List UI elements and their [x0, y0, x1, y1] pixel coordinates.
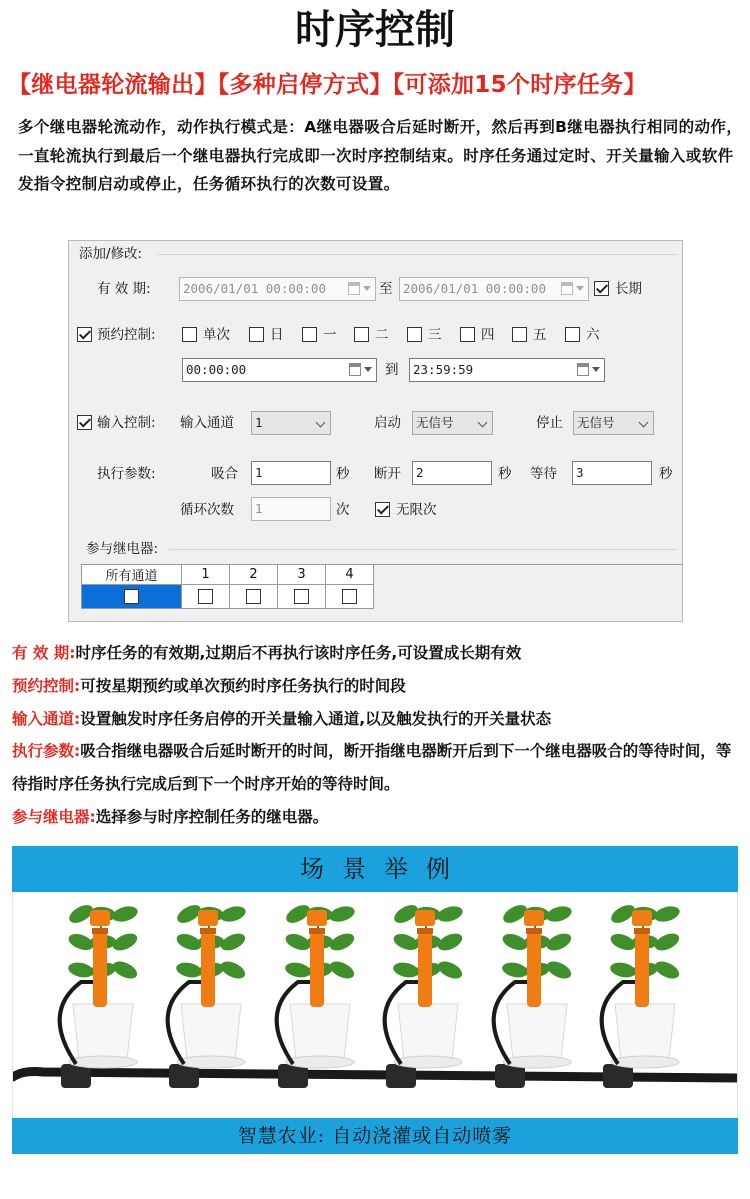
input-stop-label: 停止: [536, 415, 563, 431]
day-checkbox-once[interactable]: [182, 327, 197, 342]
flower-pot: [73, 1004, 133, 1060]
pot-saucer: [611, 1056, 679, 1068]
wait-time-label: 等待: [530, 466, 557, 482]
day-checkbox-mon[interactable]: [302, 327, 317, 342]
plant-leaf: [327, 958, 357, 982]
validity-start-value: 2006/01/01 00:00:00: [183, 281, 326, 296]
sprinkler-head: [524, 910, 544, 926]
schedule-end-time-field[interactable]: [409, 358, 605, 382]
calendar-dropdown-icon[interactable]: [347, 280, 373, 298]
day-label-sat: 六: [586, 327, 600, 343]
day-checkbox-tue[interactable]: [354, 327, 369, 342]
sprinkler-collar: [417, 928, 433, 934]
plant-leaf: [110, 930, 139, 954]
channel-cell-2[interactable]: [230, 585, 278, 609]
plant-leaf: [435, 958, 465, 982]
pot-saucer: [69, 1056, 137, 1068]
channel-header-2: 2: [230, 565, 278, 585]
exec-params-label: 执行参数:: [97, 466, 156, 482]
plant-leaf: [110, 958, 140, 982]
input-start-select[interactable]: [412, 411, 493, 435]
sprinkler-stake: [201, 932, 215, 1007]
input-channel-value: 1: [255, 415, 263, 430]
channel-checkbox-3[interactable]: [294, 589, 309, 604]
chevron-down-icon: [478, 418, 488, 428]
input-start-value: 无信号: [416, 415, 454, 430]
plant-leaf: [219, 904, 248, 925]
plant-leaf: [545, 904, 574, 925]
table-edge: [369, 564, 683, 565]
long-term-checkbox[interactable]: [594, 281, 609, 296]
wait-time-unit: 秒: [659, 466, 673, 482]
day-label-fri: 五: [533, 327, 547, 343]
explanation-term: 预约控制:: [12, 676, 81, 695]
channel-header-1: 1: [182, 565, 230, 585]
long-term-label: 长期: [615, 281, 642, 297]
plant-leaf: [544, 930, 573, 954]
wait-time-input[interactable]: [572, 461, 652, 485]
on-time-unit: 秒: [336, 466, 350, 482]
sprinkler-collar: [200, 928, 216, 934]
plant-leaf: [218, 958, 248, 982]
calendar-dropdown-icon[interactable]: [560, 280, 586, 298]
schedule-label: 预约控制:: [97, 327, 156, 343]
schedule-start-time-field[interactable]: [182, 358, 377, 382]
chevron-down-icon: [316, 418, 326, 428]
day-checkbox-wed[interactable]: [407, 327, 422, 342]
irrigation-illustration: [13, 892, 738, 1118]
channel-header-4: 4: [326, 565, 374, 585]
explanation-item: [12, 703, 742, 736]
off-time-value: 2: [416, 465, 424, 480]
group-divider: [169, 549, 677, 550]
validity-end-value: 2006/01/01 00:00:00: [403, 281, 546, 296]
sprinkler-head: [415, 910, 435, 926]
day-label-thu: 四: [481, 327, 495, 343]
explanation-text: 选择参与时序控制任务的继电器。: [95, 807, 329, 826]
input-stop-select[interactable]: [573, 411, 654, 435]
loop-count-unit: 次: [336, 502, 350, 518]
infinite-loop-label: 无限次: [396, 502, 437, 518]
input-channel-select[interactable]: [251, 411, 331, 435]
calendar-dropdown-icon[interactable]: [576, 361, 602, 379]
day-checkbox-fri[interactable]: [512, 327, 527, 342]
all-channels-checkbox[interactable]: [124, 589, 139, 604]
sprinkler-head: [90, 910, 110, 926]
pot-saucer: [177, 1056, 245, 1068]
loop-count-label: 循环次数: [180, 502, 234, 518]
day-checkbox-sun[interactable]: [249, 327, 264, 342]
validity-label: 有 效 期:: [97, 281, 151, 297]
sprinkler-head: [632, 910, 652, 926]
day-checkbox-thu[interactable]: [460, 327, 475, 342]
explanation-text: 可按星期预约或单次预约时序任务执行的时间段: [80, 676, 406, 695]
plant-leaf: [435, 930, 464, 954]
irrigation-scene-image: [12, 892, 738, 1118]
day-label-tue: 二: [375, 327, 389, 343]
sprinkler-stake: [635, 932, 649, 1007]
flower-pot: [398, 1004, 458, 1060]
validity-to-label: 至: [379, 281, 393, 297]
schedule-checkbox[interactable]: [77, 327, 92, 342]
off-time-label: 断开: [374, 466, 401, 482]
sprinkler-head: [198, 910, 218, 926]
input-start-label: 启动: [374, 415, 401, 431]
calendar-dropdown-icon[interactable]: [348, 361, 374, 379]
schedule-start-time-value: 00:00:00: [186, 362, 247, 377]
plant-leaf: [218, 930, 247, 954]
explanation-term: 参与继电器:: [12, 807, 96, 826]
flower-pot: [615, 1004, 675, 1060]
feature-highlights: 【继电器轮流输出】【多种启停方式】【可添加15个时序任务】: [8, 72, 647, 98]
explanation-term: 执行参数:: [12, 742, 81, 761]
input-channel-label: 输入通道: [180, 415, 234, 431]
relay-selection-table: [81, 564, 374, 609]
channel-cell-1[interactable]: [182, 585, 230, 609]
day-label-once: 单次: [203, 327, 230, 343]
channel-checkbox-2[interactable]: [246, 589, 261, 604]
plant-leaf: [652, 958, 682, 982]
sprinkler-collar: [526, 928, 542, 934]
explanation-item: [12, 801, 742, 834]
input-stop-value: 无信号: [577, 415, 615, 430]
validity-start-field[interactable]: [179, 277, 376, 301]
day-checkbox-sat[interactable]: [565, 327, 580, 342]
page-title: 时序控制: [295, 7, 455, 53]
channel-checkbox-4[interactable]: [342, 589, 357, 604]
explanation-text: 吸合指继电器吸合后延时断开的时间，断开指继电器断开后到下一个继电器吸合的等待时间，等待指时序任务执行完成后到下一个时序开始的等待时间。: [12, 742, 732, 794]
loop-count-value: 1: [255, 501, 263, 516]
plant-leaf: [652, 930, 681, 954]
day-label-sun: 日: [270, 327, 284, 343]
explanation-term: 输入通道:: [12, 709, 81, 728]
explanation-item: [12, 670, 742, 703]
sprinkler-collar: [634, 928, 650, 934]
infinite-loop-checkbox[interactable]: [375, 502, 390, 517]
pot-saucer: [286, 1056, 354, 1068]
schedule-to-label: 到: [385, 362, 399, 378]
field-explanations: [12, 637, 742, 834]
plant-leaf: [327, 930, 356, 954]
channel-cell-4[interactable]: [326, 585, 374, 609]
all-channels-cell[interactable]: [82, 585, 182, 609]
channel-cell-3[interactable]: [278, 585, 326, 609]
day-label-mon: 一: [323, 327, 337, 343]
channel-checkbox-1[interactable]: [198, 589, 213, 604]
relays-group-title: 参与继电器:: [86, 541, 159, 557]
day-label-wed: 三: [428, 327, 442, 343]
plant-leaf: [111, 904, 140, 925]
explanation-text: 设置触发时序任务启停的开关量输入通道,以及触发执行的开关量状态: [80, 709, 552, 728]
flower-pot: [181, 1004, 241, 1060]
group-divider: [157, 254, 677, 255]
explanation-item: [12, 735, 742, 801]
plant-leaf: [544, 958, 574, 982]
explanation-term: 有 效 期:: [12, 644, 76, 662]
loop-count-input[interactable]: [251, 497, 331, 521]
off-time-unit: 秒: [498, 466, 512, 482]
plant-leaf: [436, 904, 465, 925]
sprinkler-stake: [93, 932, 107, 1007]
channel-header-3: 3: [278, 565, 326, 585]
sprinkler-stake: [310, 932, 324, 1007]
sprinkler-collar: [92, 928, 108, 934]
on-time-value: 1: [255, 465, 263, 480]
sprinkler-collar: [309, 928, 325, 934]
group-title: 添加/修改:: [79, 246, 143, 262]
sprinkler-stake: [527, 932, 541, 1007]
all-channels-header: 所有通道: [82, 565, 182, 585]
plant-leaf: [653, 904, 682, 925]
wait-time-value: 3: [576, 465, 584, 480]
flower-pot: [290, 1004, 350, 1060]
explanation-text: 时序任务的有效期,过期后不再执行该时序任务,可设置成长期有效: [75, 644, 522, 662]
input-control-label: 输入控制:: [97, 415, 156, 431]
pot-saucer: [503, 1056, 571, 1068]
chevron-down-icon: [639, 418, 649, 428]
pot-saucer: [394, 1056, 462, 1068]
task-edit-dialog: [68, 240, 683, 622]
scene-title-banner: 场景举例: [12, 846, 738, 892]
explanation-item: [12, 637, 742, 670]
intro-paragraph: 多个继电器轮流动作，动作执行模式是：A继电器吸合后延时断开，然后再到B继电器执行相同的动作，一直轮流执行到最后一个继电器执行完成即一次时序控制结束。时序任务通过定时、开关量输入或软件发指令控制启动或停止，任务循环执行的次数可设置。: [18, 118, 743, 193]
input-control-checkbox[interactable]: [77, 415, 92, 430]
on-time-label: 吸合: [211, 466, 238, 482]
schedule-end-time-value: 23:59:59: [413, 362, 474, 377]
sprinkler-stake: [418, 932, 432, 1007]
plant-leaf: [328, 904, 357, 925]
sprinkler-head: [307, 910, 327, 926]
flower-pot: [507, 1004, 567, 1060]
off-time-input[interactable]: [412, 461, 492, 485]
on-time-input[interactable]: [251, 461, 331, 485]
scene-caption: 智慧农业: 自动浇灌或自动喷雾: [12, 1118, 738, 1154]
validity-end-field[interactable]: [399, 277, 589, 301]
